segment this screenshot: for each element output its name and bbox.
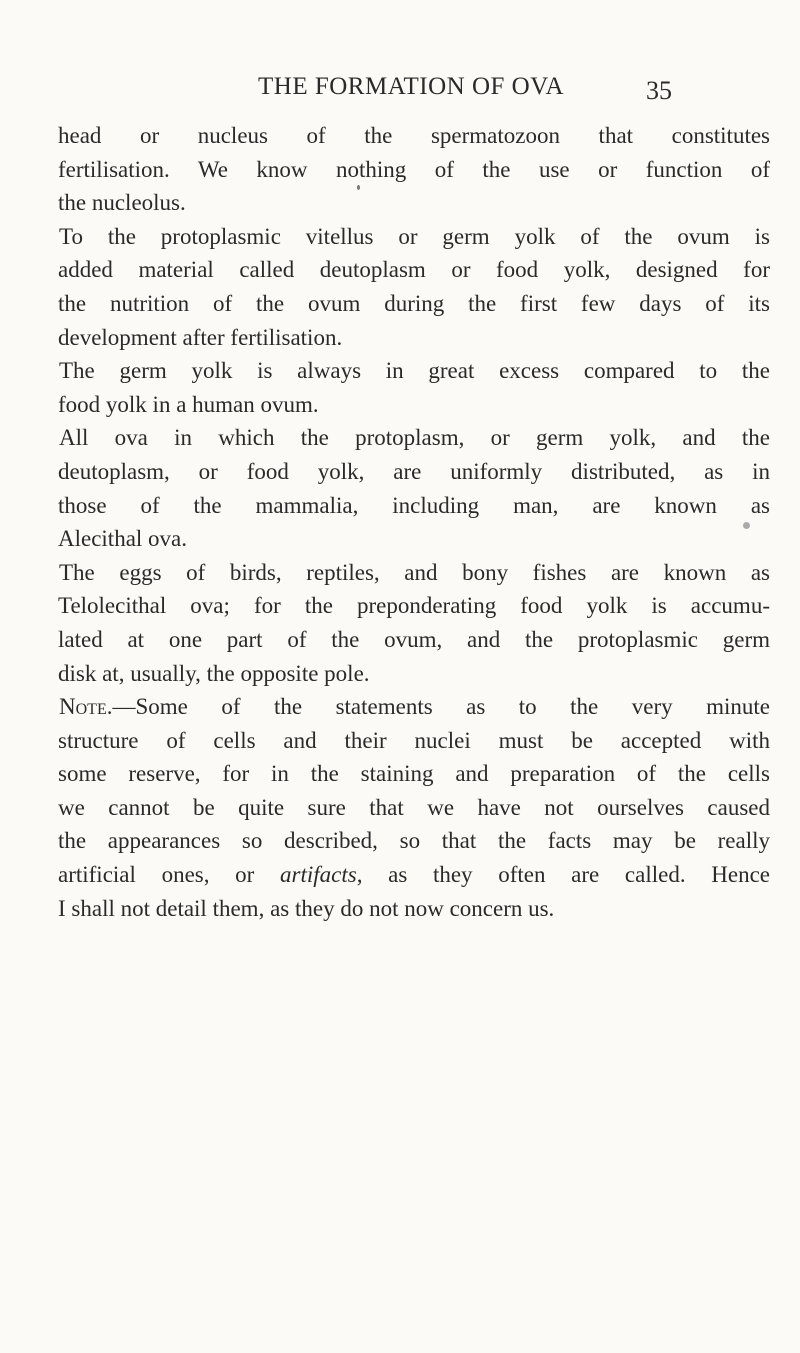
text-segment: artificial ones, or <box>58 862 255 888</box>
text-line: development after fertilisation. <box>58 324 343 350</box>
text-line: the appearances so described, so that the facts may be really <box>58 828 770 854</box>
italic-term: artifacts <box>280 862 357 888</box>
text-line: fertilisation. We know nothing of the use or function of <box>58 156 770 182</box>
text-line: I shall not detail them, as they do not now concern us. <box>58 895 555 921</box>
running-title: THE FORMATION OF OVA <box>258 73 565 100</box>
text-line: some reserve, for in the staining and preparation of the cells <box>58 761 770 787</box>
text-line: head or nucleus of the spermatozoon that constitutes <box>58 123 770 148</box>
text-line: the nutrition of the ovum during the first few days of its <box>58 290 770 316</box>
text-segment: , as they often are called. Hence <box>356 862 771 888</box>
text-line: lated at one part of the ovum, and the protoplasmic germ <box>58 626 770 652</box>
text-line: we cannot be quite sure that we have not ourselves caused <box>58 794 770 820</box>
paragraph-start-line: To the protoplasmic vitellus or germ yolk of the ovum is <box>59 223 770 249</box>
note-label: Note. <box>59 694 113 720</box>
note-start-line <box>58 690 770 724</box>
text-line: those of the mammalia, including man, are known as <box>58 492 770 518</box>
note-text: —Some of the statements as to the very minute <box>112 694 770 720</box>
text-line: Alecithal ova. <box>58 526 188 552</box>
paragraph-start-line: The germ yolk is always in great excess compared to the <box>59 358 770 384</box>
paragraph-start-line: The eggs of birds, reptiles, and bony fishes are known as <box>59 559 770 585</box>
paragraph-start-line: All ova in which the protoplasm, or germ yolk, and the <box>59 425 770 451</box>
text-line: deutoplasm, or food yolk, are uniformly distributed, as in <box>58 458 770 484</box>
body-text <box>58 119 770 925</box>
text-line: Telolecithal ova; for the preponderating food yolk is accumu- <box>58 593 770 619</box>
print-speck <box>357 185 360 190</box>
text-line: the nucleolus. <box>58 190 186 216</box>
text-line: disk at, usually, the opposite pole. <box>58 660 370 686</box>
page-number: 35 <box>646 76 672 105</box>
text-line-with-italic <box>58 858 770 892</box>
text-line: structure of cells and their nuclei must be accepted with <box>58 727 770 753</box>
text-line: food yolk in a human ovum. <box>58 391 319 417</box>
print-speck <box>743 522 750 529</box>
text-line: added material called deutoplasm or food yolk, designed for <box>58 257 770 283</box>
